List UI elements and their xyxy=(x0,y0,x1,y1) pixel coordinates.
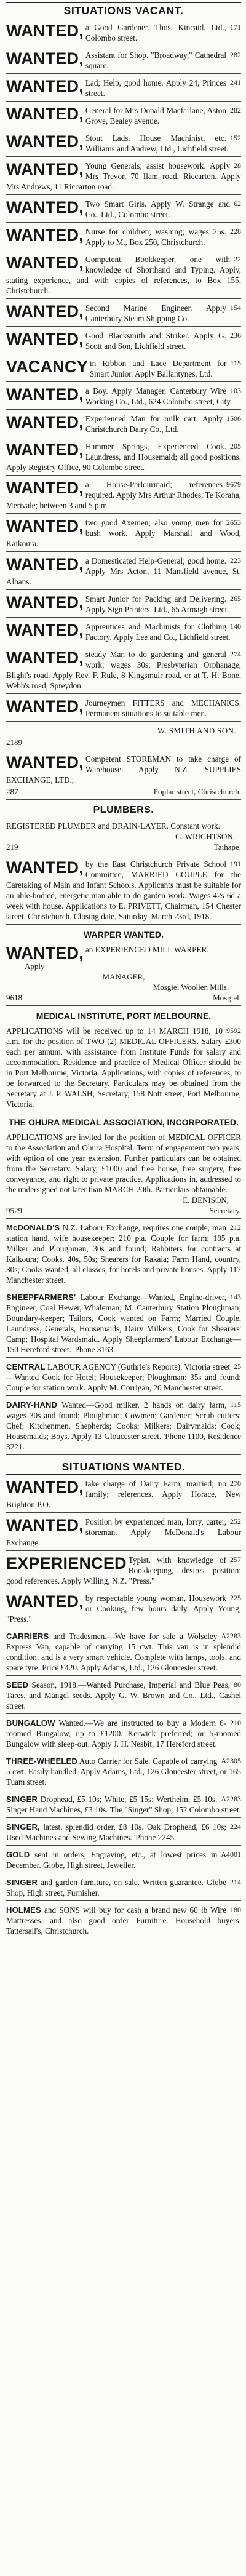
dairy-text: Wanted—Good milker, 2 hands on dairy farm, wages 30s and found; Ploughman; Cowmen; Gardener; Scrub cutters; Chef; Kitchenmen. Shepherds; Cooks; Milkers; Dairymaids; Cook; Housemaids; Boys. Apply 13 Gloucester street. 'Phone 1100, Residence 3221. xyxy=(6,1400,241,1451)
ad-keyword: WANTED, xyxy=(6,479,84,497)
vacant-ad xyxy=(6,556,241,590)
ad-ref-number: 270 xyxy=(230,1479,241,1488)
vacant-ad xyxy=(6,133,241,157)
school-ref: 191 xyxy=(230,859,241,868)
smith-signature: W. SMITH AND SON. xyxy=(157,726,236,735)
ad-keyword: WANTED, xyxy=(6,648,84,667)
plumbers-place: Taihape. xyxy=(213,842,241,851)
ad-keyword: WANTED, xyxy=(6,413,84,431)
ad-ref-number: 9679 xyxy=(226,480,241,488)
vacant-ad xyxy=(6,22,241,46)
vacant-ad xyxy=(6,517,241,552)
ad-medical-institute xyxy=(6,1010,241,1112)
ad-central-labour xyxy=(6,1362,241,1396)
plumbers-heading: PLUMBERS. xyxy=(93,805,154,815)
singer2-keyword: SINGER, xyxy=(6,1822,40,1832)
ad-ref-number: 228 xyxy=(230,227,241,236)
ad-ref-number: 282 xyxy=(230,50,241,59)
carriers-text: and Tradesmen.—We have for sale a Wolseley Express Van, capable of carrying 15 cwt. This van is in splendid condition, and is a very smart vehicle. Complete with lamps, tools, and spare tyre. Price £420. Apply Adams, Ltd., 126 Gloucester street. xyxy=(6,1632,241,1672)
ad-ref-number: 154 xyxy=(230,303,241,312)
warper-ref: 9618 xyxy=(6,993,22,1002)
ad-text: a Domesticated Help-General; good home. Apply Mrs Acton, 11 Mansfield avenue, St. Albans. xyxy=(6,556,241,586)
ad-singer-2 xyxy=(6,1822,241,1846)
gold-ref: A4001 xyxy=(221,1850,241,1859)
sheepfarmers-text: Labour Exchange—Wanted, Engine-driver, Engineer, Coal Hewer, Whaleman; M. Canterbury Station Ploughman; Boundary-keeper; Tailors, Cook wanted on Farm; Married Couple, Laundress, Generals, Housemaids, Dairy Milkers; Cook for Shearers' Camp; Hospital Wardsmaid. Apply Sheepfarmers' Labour Exchange—150 Hereford street. 'Phone 3163. xyxy=(6,1293,241,1354)
dairy-keyword: DAIRY-HAND xyxy=(6,1400,58,1410)
ad-text: Second Marine Engineer. Apply Canterbury Steam Shipping Co. xyxy=(85,303,226,323)
ad-keyword: WANTED, xyxy=(6,385,84,404)
vacant-ad xyxy=(6,479,241,514)
ad-carriers xyxy=(6,1631,241,1676)
ad-ref-number: 223 xyxy=(230,556,241,565)
ad-keyword: WANTED, xyxy=(6,198,84,217)
medical-text: APPLICATIONS will be received up to 14 MARCH 1918, 10 a.m. for the position of TWO (2) MEDICAL OFFICERS. Salary £300 each per annum, with assistance from Institute Funds for salary and accommodation. Residence and practice of Medical Officer should be in Port Melbourne, Victoria. Applications, with copies of references, to be forwarded to the Secretary. Particulars may be obtained from the Secretary at J. P. WALSH, Secretary, 158 Nott street, Port Melbourne, Victoria. xyxy=(6,1026,241,1109)
plumbers-text: REGISTERED PLUMBER and DRAIN-LAYER. Constant work. xyxy=(6,821,220,831)
medical-ref: 9592 xyxy=(226,1026,241,1035)
ad-ref-number: 205 xyxy=(230,442,241,450)
sheepfarmers-keyword: SHEEPFARMERS' xyxy=(6,1293,76,1302)
ad-keyword: VACANCY xyxy=(6,357,88,376)
vacant-ad xyxy=(6,698,241,722)
ad-ref-number: 152 xyxy=(230,134,241,142)
ad-keyword: WANTED, xyxy=(6,132,84,151)
bungalow-text: Wanted.—We are instructed to buy a Modern 6-roomed Bungalow, up to £1200. Kerwick preferred; or 5-roomed Bungalow with sleep-out. Apply J. H. Nesbit, 17 Hereford street. xyxy=(6,1718,241,1749)
ad-text: Apprentices and Machinists for Clothing Factory. Apply Lee and Co., Lichfield street. xyxy=(85,622,231,642)
storeman-ref: 287 xyxy=(6,787,18,796)
ad-ref-number: 257 xyxy=(230,1555,241,1564)
central-ref: 25 xyxy=(234,1362,241,1371)
ad-ref-number: 62 xyxy=(234,199,241,208)
ad-ref-number: 115 xyxy=(230,359,241,367)
ad-text: a Good Gardener. Thos. Kincaid, Ltd., Colombo street. xyxy=(85,23,226,42)
ad-keyword: WANTED, xyxy=(6,49,84,68)
threewheel-keyword: THREE-WHEELED xyxy=(6,1757,77,1766)
warper-keyword: WANTED, xyxy=(6,944,84,962)
vacant-ad xyxy=(6,254,241,299)
carriers-ref: A2283 xyxy=(221,1632,241,1640)
school-text: by the East Christchurch Private School Committee, MARRIED COUPLE for the Caretaking of Main and Infant Schools. Applicants must be suitable for an able-bodied, energetic man able to do garden work. Wages 42s 6d a week with house. Applications to E. PRIVETT, Chairman, 154 Chester street, Christchurch. Closing date, Saturday, March 23rd, 1918. xyxy=(6,859,241,921)
ad-keyword: WANTED, xyxy=(6,22,84,40)
ad-singer-1 xyxy=(6,1794,241,1818)
bungalow-ref: 210 xyxy=(230,1718,241,1727)
storeman-text: Competent STOREMAN to take charge of Warehouse. Apply N.Z. SUPPLIES EXCHANGE, LTD., xyxy=(6,754,241,784)
wanted-ad xyxy=(6,1478,241,1513)
ad-three-wheeled xyxy=(6,1756,241,1790)
ad-keyword: WANTED, xyxy=(6,105,84,123)
ad-text: a House-Parlourmaid; references required. Apply Mrs Arthur Rhodes, Te Koraha, Merivale; between 3 and 5 p.m. xyxy=(6,480,241,510)
ad-text: in Ribbon and Lace Department for Smart Junior. Apply Ballantynes, Ltd. xyxy=(89,359,227,378)
ad-text: Nurse for children; washing; wages 25s. Apply to M., Box 250, Christchurch. xyxy=(85,227,226,247)
ad-keyword: WANTED, xyxy=(6,330,84,348)
ad-fitters-signature xyxy=(6,725,241,748)
wanted-ad xyxy=(6,1555,241,1589)
storeman-keyword: WANTED, xyxy=(6,753,84,772)
ad-text: Experienced Man for milk cart. Apply Christchurch Dairy Co., Ltd. xyxy=(85,414,223,434)
ad-keyword: WANTED, xyxy=(6,517,84,535)
vacant-ad xyxy=(6,303,241,327)
warper-mill: Mosgiel Woollen Mills, xyxy=(153,983,229,992)
vacant-ad xyxy=(6,649,241,694)
ad-text: Journeymen FITTERS and MECHANICS. Permanent situations to suitable men. xyxy=(85,698,241,718)
gold-text: sent in orders, Engraving, etc., at lowest prices in December. Globe, High street, Jeweller. xyxy=(6,1850,218,1870)
plumbers-ref: 219 xyxy=(6,842,18,851)
singer2-text: latest, splendid order, £8 10s. Oak Drophead, £6 10s; Used Machines and Sewing Machines. 'Phone 2245. xyxy=(6,1822,226,1842)
vacant-ad xyxy=(6,594,241,618)
ohura-heading: THE OHURA MEDICAL ASSOCIATION, INCORPORATED. xyxy=(9,1117,239,1127)
ad-ref-number: 1506 xyxy=(226,414,241,423)
holmes-ref: 180 xyxy=(230,1905,241,1914)
vacant-ad xyxy=(6,330,241,354)
smith-ref: 2189 xyxy=(6,738,22,747)
vacant-ad xyxy=(6,199,241,223)
singer-keyword: SINGER xyxy=(6,1795,38,1804)
singer3-ref: 214 xyxy=(230,1878,241,1886)
ad-text: take charge of Dairy Farm, married; no family; references. Apply Horace, New Brighton P.O. xyxy=(6,1479,241,1509)
seed-ref: 80 xyxy=(234,1680,241,1689)
sheepfarmers-ref: 143 xyxy=(230,1293,241,1301)
ad-bungalow xyxy=(6,1718,241,1752)
gold-keyword: GOLD xyxy=(6,1850,30,1859)
vacant-ads-list xyxy=(6,22,241,722)
ad-text: Good Blacksmith and Striker. Apply G. Scott and Son, Lichfield street. xyxy=(85,331,226,351)
ad-ref-number: 282 xyxy=(230,106,241,114)
vacant-ad xyxy=(6,161,241,195)
holmes-text: and SONS will buy for cash a brand new 60 lb Wire Mattresses, and also good order Furniture. Household buyers, Tattersall's, Christchurch. xyxy=(6,1905,241,1936)
vacant-ad xyxy=(6,50,241,74)
ad-text: steady Man to do gardening and general work; wages 30s; Presbyterian Orphanage, Blight's road. Apply Rev. F. Rule, 8 Kingsmuir road, or at T. H. Bone, Webb's road, Spreydon. xyxy=(6,650,241,690)
wanted-ad xyxy=(6,1517,241,1551)
ohura-signature: E. DENISON, xyxy=(183,1195,229,1205)
ad-ref-number: 103 xyxy=(230,386,241,395)
seed-keyword: SEED xyxy=(6,1680,29,1689)
ad-plumbers xyxy=(6,804,241,855)
ad-ref-number: 140 xyxy=(230,622,241,631)
vacant-ad xyxy=(6,226,241,250)
young-ref: 225 xyxy=(230,1593,241,1602)
ad-keyword: WANTED, xyxy=(6,621,84,639)
ad-keyword: WANTED, xyxy=(6,1516,84,1534)
seed-text: Season, 1918.—Wanted Purchase, Imperial and Blue Peas, Tares, and Mangel seeds. Apply G. W. Brown and Co., Ltd., Cashel street. xyxy=(6,1680,241,1710)
ad-keyword: WANTED, xyxy=(6,253,84,272)
ad-text: Position by experienced man, lorry, carter, storeman. Apply McDonald's Labour Exchange. xyxy=(6,1517,241,1547)
holmes-keyword: HOLMES xyxy=(6,1905,41,1915)
ad-ohura-medical xyxy=(6,1116,241,1219)
ad-keyword: WANTED, xyxy=(6,226,84,244)
ohura-role: Secretary. xyxy=(209,1206,241,1215)
ad-text: General for Mrs Donald Macfarlane, Aston Grove, Bealey avenue. xyxy=(85,106,226,126)
ad-keyword: WANTED, xyxy=(6,697,84,716)
vacant-ad xyxy=(6,386,241,410)
vacant-ad xyxy=(6,105,241,129)
vacant-ad xyxy=(6,413,241,437)
ad-text: Two Smart Girls. Apply W. Strange and Co., Ltd., Colombo street. xyxy=(85,199,230,219)
ad-singer-3 xyxy=(6,1877,241,1901)
ad-holmes xyxy=(6,1905,241,1936)
singer-text: Drophead, £5 10s; White, £5 15s; Wertheim, £5 10s. Singer Hand Machines, £3 10s. The "Singer" Shop, 152 Colombo street. xyxy=(6,1795,241,1814)
ad-ref-number: 28 xyxy=(234,161,241,170)
ad-keyword: WANTED, xyxy=(6,77,84,95)
plumbers-signature: G. WRIGHTSON, xyxy=(175,832,235,841)
carriers-keyword: CARRIERS xyxy=(6,1632,49,1641)
newspaper-page xyxy=(0,2,246,2576)
threewheel-ref: A2305 xyxy=(221,1757,241,1765)
dairy-ref: 115 xyxy=(230,1400,241,1409)
ad-text: two good Axemen; also young men for bush work. Apply Marshall and Wood, Kaikoura. xyxy=(6,518,241,548)
central-text: LABOUR AGENCY (Guthrie's Reports), Victoria street—Wanted Cook for Hotel; Housekeeper; Ploughman; 35s and found; Couple for station work. Apply M. Corrigan, 20 Manchester street. xyxy=(6,1362,241,1392)
ad-text: a Boy. Apply Manager, Canterbury Wire Working Co., Ltd., 624 Colombo street, City. xyxy=(85,386,232,406)
ohura-ref: 9529 xyxy=(6,1206,22,1215)
ad-warper xyxy=(6,928,241,1006)
warper-place: Mosgiel. xyxy=(213,993,241,1002)
ad-young-woman xyxy=(6,1593,241,1627)
threewheel-text: Auto Carrier for Sale. Capable of carrying 5 cwt. Easily handled. Apply Adams, Ltd., 126 Gloucester street, or 165 Tuam street. xyxy=(6,1757,241,1787)
ad-ref-number: 236 xyxy=(230,331,241,340)
ad-keyword: EXPERIENCED xyxy=(6,1554,127,1573)
young-text: by respectable young woman, Housework or Cooking, few hours daily. Apply Young, "Press." xyxy=(6,1593,241,1624)
ohura-text: APPLICATIONS are invited for the position of MEDICAL OFFICER to the Association and Ohura Hospital. Term of engagement two years, with option of one year extension. Further particulars can be obtained from the Secretary. Salary, £1000 and free house, free surgery, free conveyance, and right to private practice. Applications in, addressed to the undersigned not later than MARCH 20th. Particulars obtainable. xyxy=(6,1133,241,1194)
ad-keyword: WANTED, xyxy=(6,302,84,321)
ad-seed xyxy=(6,1680,241,1714)
ad-text: Typist, with knowledge of Bookkeeping, desires position; good references. Apply Willing, N.Z. "Press." xyxy=(6,1555,241,1585)
singer3-text: and garden furniture, on sale. Written guarantee. Globe Shop, High street, Furnisher. xyxy=(6,1878,226,1897)
vacant-ad xyxy=(6,78,241,102)
ad-ref-number: 241 xyxy=(230,78,241,87)
ad-text: Competent Bookkeeper, one with knowledge of Shorthand and Typing. Apply, stating experience, and with copies of references, to Box 155, Christchurch. xyxy=(6,255,241,295)
mcdonald-text: N.Z. Labour Exchange, requires one couple, man station hand, wife housekeeper; 210 p.a. Couple for farm; 185 p.a. Milker and Ploughman, 30s and found; Rabbiters for contracts at Kaikoura; Cooks, 40s, 50s; Shearers for Rakaia; Farm Hand, country, 30s; Cooks wanted, all classes, for hotels and private houses. Apply 117 Manchester street. xyxy=(6,1223,241,1285)
ad-sheepfarmers xyxy=(6,1292,241,1358)
ad-ref-number: 265 xyxy=(230,594,241,603)
ad-keyword: WANTED, xyxy=(6,441,84,459)
central-keyword: CENTRAL xyxy=(6,1362,46,1371)
warper-heading: WARPER WANTED. xyxy=(84,930,164,939)
ad-ref-number: 252 xyxy=(230,1517,241,1526)
ad-dairy-hand xyxy=(6,1400,241,1455)
warper-signature: MANAGER, xyxy=(102,972,145,981)
wanted-ads-list xyxy=(6,1478,241,1589)
vacant-ad xyxy=(6,441,241,476)
ad-text: Young Generals; assist housework. Apply Mrs Trevor, 70 Ilam road, Riccarton. Apply Mrs Andrews, 11 Riccarton road. xyxy=(6,161,241,191)
ad-mcdonalds xyxy=(6,1222,241,1288)
ad-school-caretaker xyxy=(6,859,241,925)
young-keyword: WANTED, xyxy=(6,1592,84,1611)
ad-keyword: WANTED, xyxy=(6,555,84,573)
warper-apply: Apply xyxy=(25,962,45,971)
ad-ref-number: 22 xyxy=(234,255,241,263)
ad-keyword: WANTED, xyxy=(6,160,84,178)
school-keyword: WANTED, xyxy=(6,858,84,877)
singer2-ref: 224 xyxy=(230,1822,241,1831)
ad-storeman xyxy=(6,754,241,800)
ad-gold xyxy=(6,1849,241,1873)
ad-text: Assistant for Shop. "Broadway," Cathedral square. xyxy=(85,50,226,70)
medical-heading: MEDICAL INSTITUTE, PORT MELBOURNE. xyxy=(36,1011,212,1021)
singer3-keyword: SINGER xyxy=(6,1878,38,1887)
singer-ref: A2283 xyxy=(221,1795,241,1803)
ad-ref-number: 274 xyxy=(230,650,241,658)
storeman-addr: Poplar street, Christchurch. xyxy=(153,787,241,796)
section-heading-vacant: SITUATIONS VACANT. xyxy=(6,2,241,18)
ad-text: Hammer Springs, Experienced Cook. Laundress, and Housemaid; all good positions. Apply Registry Office, 90 Colombo street. xyxy=(6,442,241,472)
bungalow-keyword: BUNGALOW xyxy=(6,1718,55,1728)
ad-text: Stout Lads. House Machinist, etc. Williams and Andrew, Ltd., Lichfield street. xyxy=(85,134,229,153)
ad-ref-number: 2653 xyxy=(226,518,241,527)
ad-keyword: WANTED, xyxy=(6,593,84,612)
ad-text: Smart Junior for Packing and Delivering. Apply Sign Printers, Ltd., 65 Armagh street. xyxy=(85,594,229,614)
vacant-ad xyxy=(6,358,241,382)
ad-keyword: WANTED, xyxy=(6,1478,84,1496)
vacant-ad xyxy=(6,621,241,645)
ad-text: Lad; Help, good home. Apply 24, Princes street. xyxy=(85,78,226,98)
mcdonald-ref: 212 xyxy=(230,1223,241,1232)
section-heading-wanted: SITUATIONS WANTED. xyxy=(6,1459,241,1475)
ad-ref-number: 171 xyxy=(230,23,241,31)
warper-text: an EXPERIENCED MILL WARPER. xyxy=(85,945,209,954)
mcdonald-keyword: McDONALD'S xyxy=(6,1223,60,1232)
